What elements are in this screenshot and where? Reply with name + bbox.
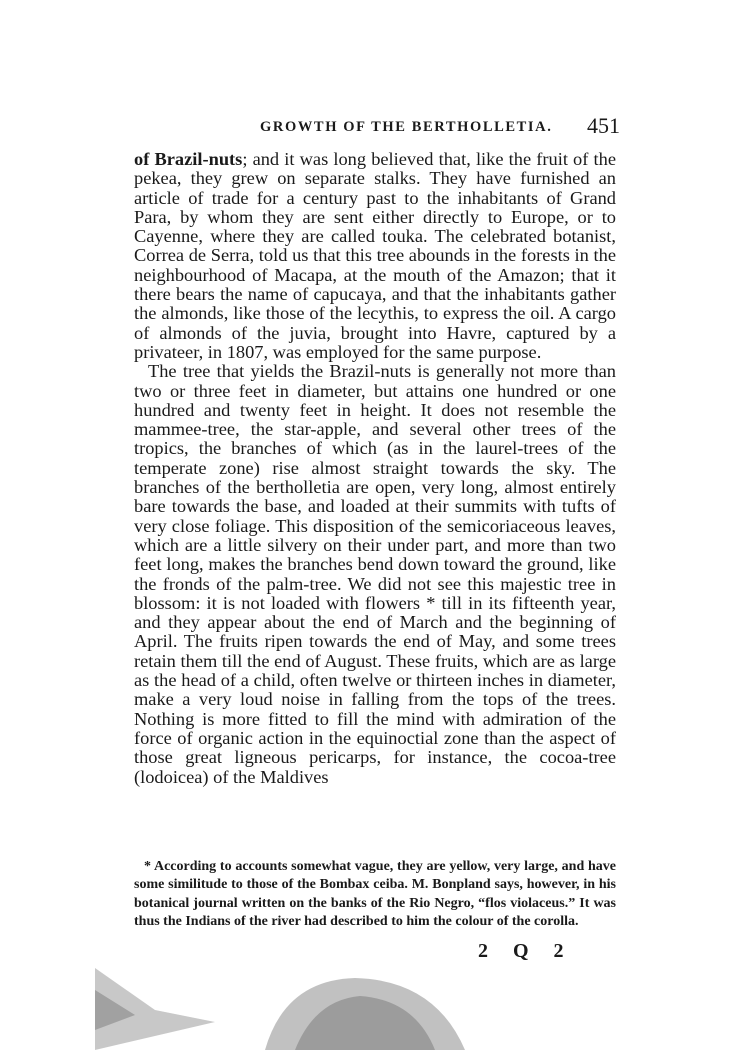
- paragraph-1: [134, 150, 616, 362]
- signature-mark: 2 Q 2: [478, 940, 574, 962]
- page-number: 451: [587, 113, 620, 138]
- footnote-text: * According to accounts somewhat vague, they are yellow, very large, and have some similitude to those of the Bombax ceiba. M. Bonpland says, however, in his botanical journal written on the banks of the Rio Negro, “flos violaceus.” It was thus the Indians of the river had described to him the colour of the corolla.: [134, 859, 616, 929]
- paragraph-2: The tree that yields the Brazil-nuts is generally not more than two or three feet in diameter, but attains one hundred or one hundred and twenty feet in height. It does not resemble the mammee-tree, the star-apple, and several other trees of the tropics, the branches of which (as in the laurel-trees of the temperate zone) rise almost straight towards the sky. The branches of the bertholletia are open, very long, almost entirely bare towards the base, and loaded at their summits with tufts of very close foliage. This disposition of the semicoriaceous leaves, which are a little silvery on their under part, and more than two feet long, makes the branches bend down toward the ground, like the fronds of the palm-tree. We did not see this majestic tree in blossom: it is not loaded with flowers * till in its fifteenth year, and they appear about the end of March and the beginning of April. The fruits ripen towards the end of May, and some trees retain them till the end of August. These fruits, which are as large as the head of a child, often twelve or thirteen inches in diameter, make a very loud noise in falling from the tops of the trees. Nothing is more fitted to fill the mind with admiration of the force of organic action in the equinoctial zone than the aspect of those great ligneous pericarps, for instance, the cocoa-tree (lodoicea) of the Maldives: [134, 361, 616, 787]
- running-head: [135, 113, 620, 140]
- paragraph-1-text: ; and it was long believed that, like the fruit of the pekea, they grew on separate stalks. They have furnished an article of trade for a century past to the inhabitants of Grand Para, by whom they are sent either directly to Europe, or to Cayenne, where they are called touka. The celebrated botanist, Correa de Serra, told us that this tree abounds in the forests in the neighbourhood of Macapa, at the mouth of the Amazon; that it there bears the name of capucaya, and that the inhabitants gather the almonds, like those of the lecythis, to express the oil. A cargo of almonds of the juvia, brought into Havre, captured by a privateer, in 1807, was employed for the same purpose.: [134, 149, 616, 362]
- running-title: GROWTH OF THE BERTHOLLETIA.: [260, 119, 553, 135]
- body-text: [134, 150, 616, 787]
- scan-blemish: [95, 960, 515, 1050]
- paragraph-1-lead: of Brazil-nuts: [134, 149, 243, 169]
- footnote: [134, 858, 616, 931]
